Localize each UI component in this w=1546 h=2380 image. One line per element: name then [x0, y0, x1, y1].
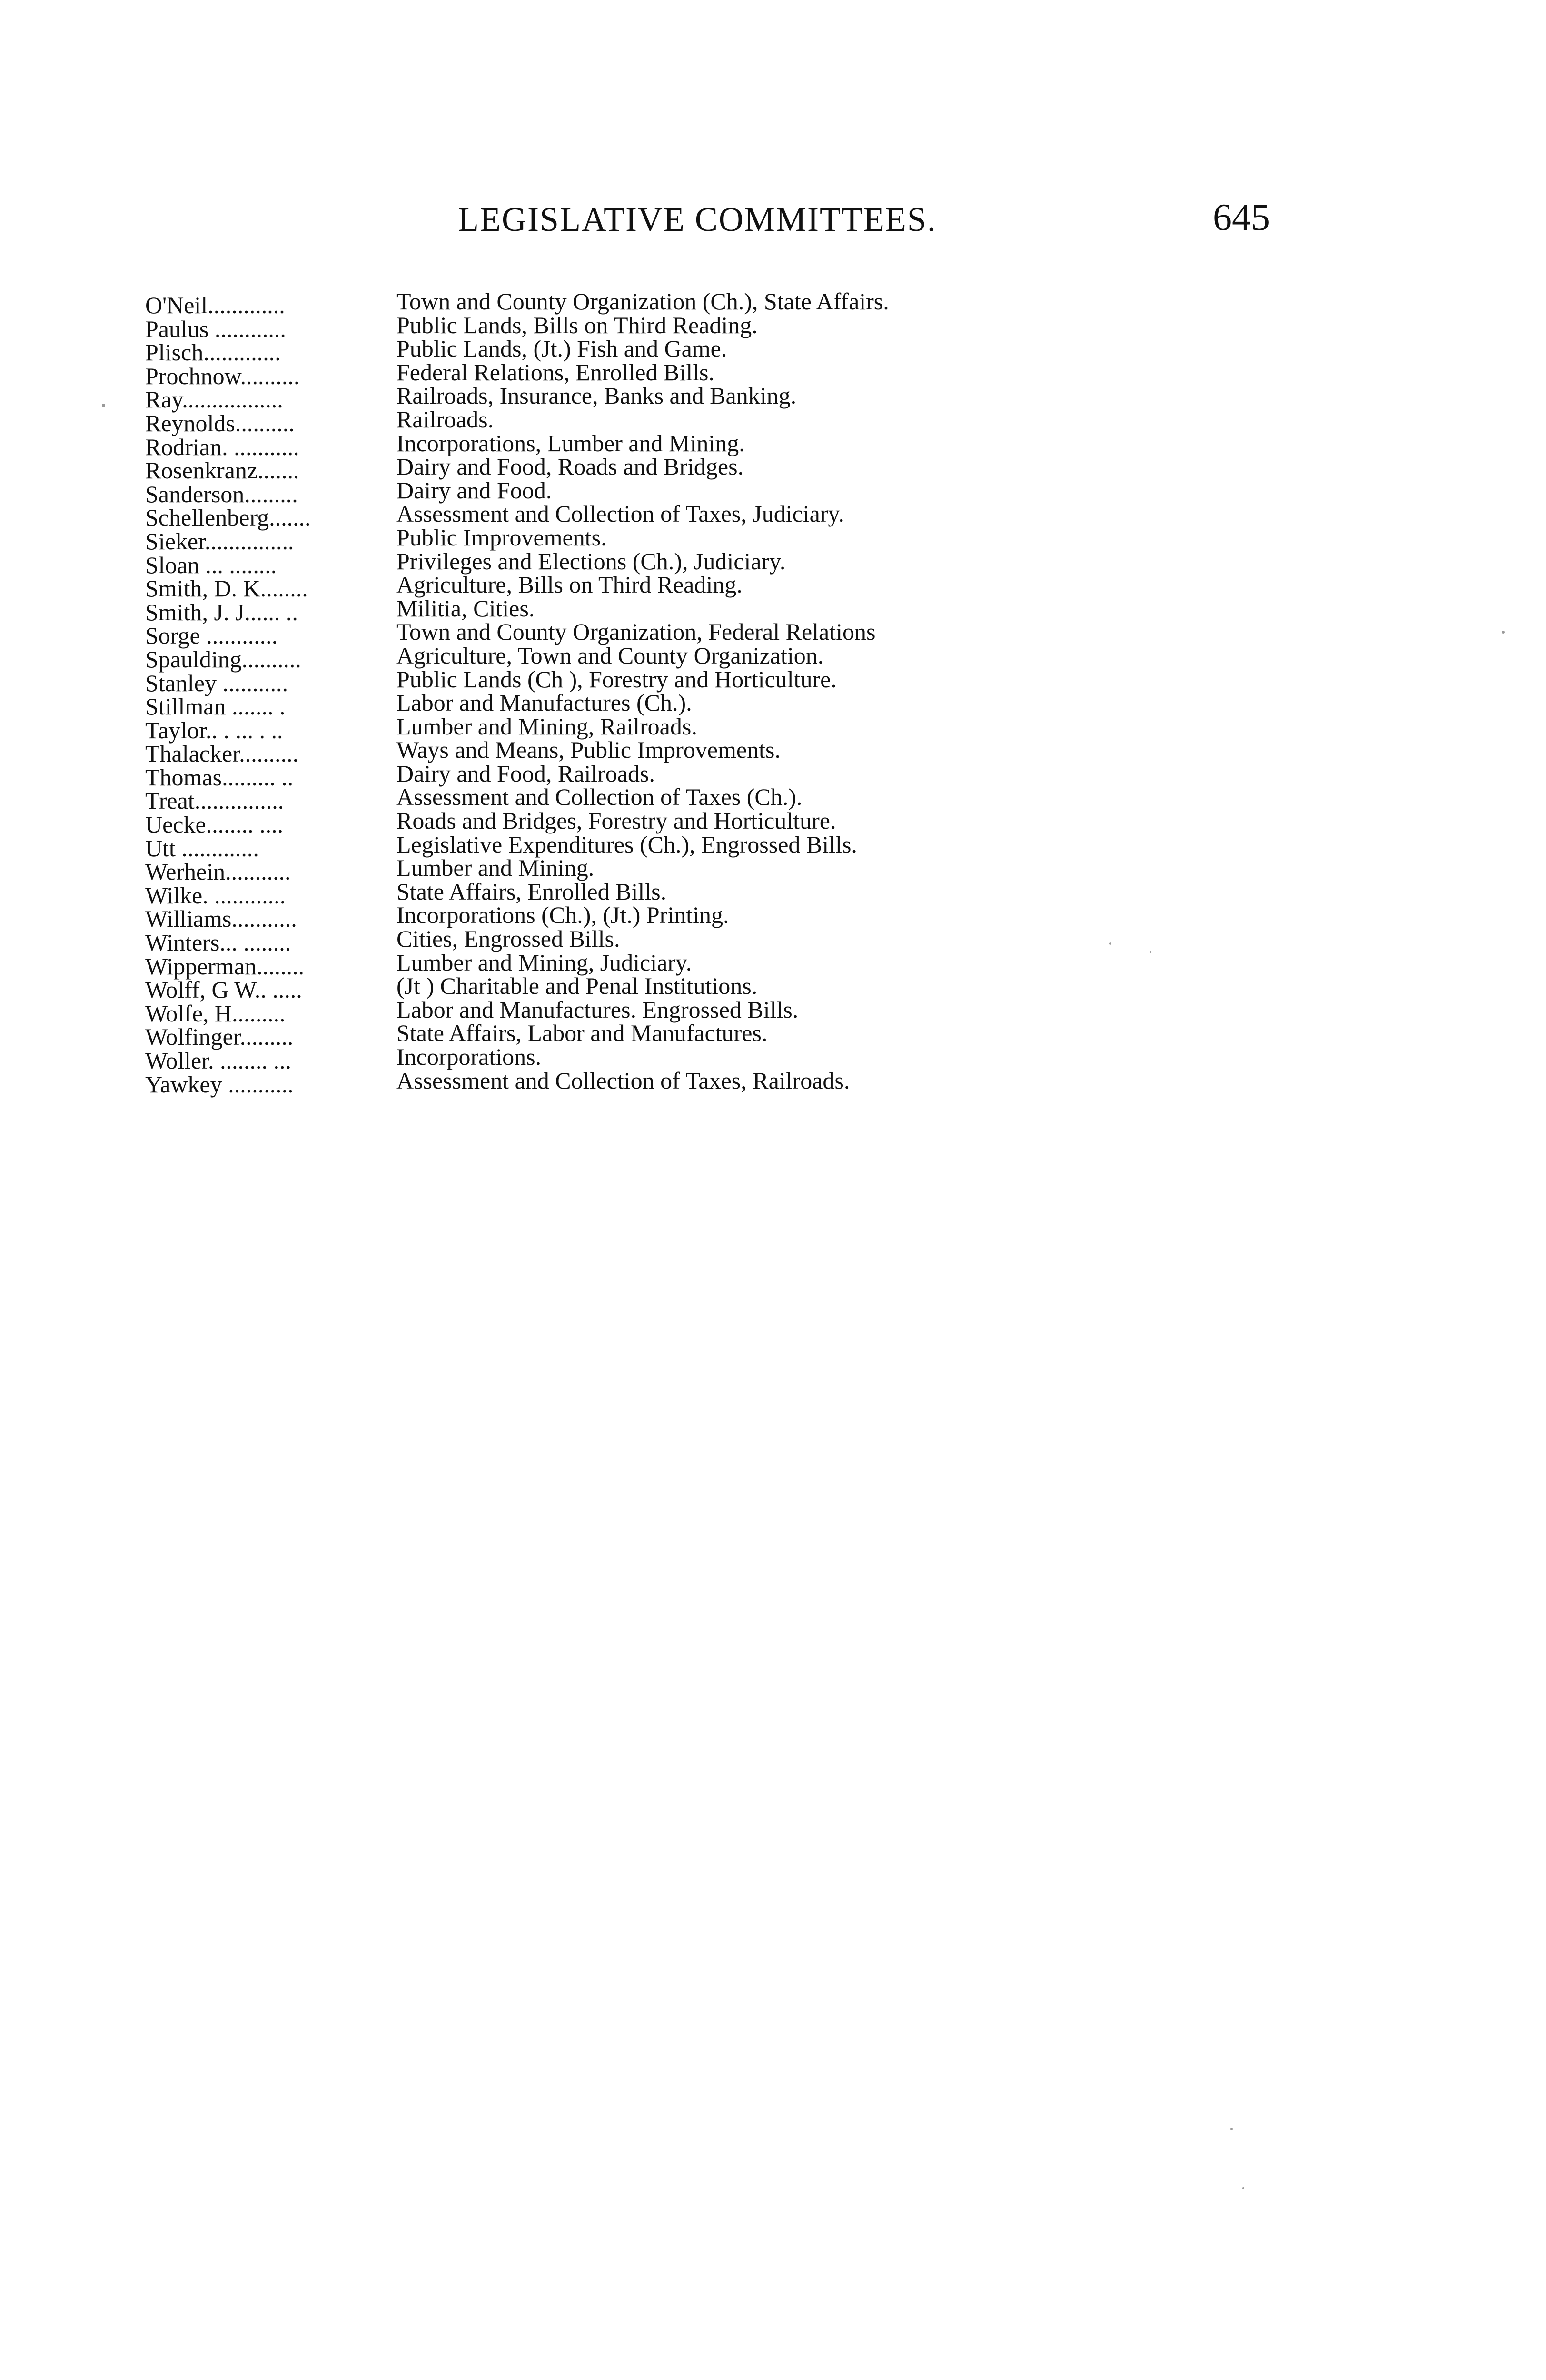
member-name: O'Neil.............: [145, 292, 285, 318]
member-name: Smith, D. K........: [145, 575, 308, 602]
committee-entry: [145, 1020, 1311, 1051]
member-name: Winters... ........: [145, 929, 291, 956]
member-name: Williams...........: [145, 905, 297, 932]
member-name: Reynolds..........: [145, 409, 295, 436]
member-committees: Incorporations, Lumber and Mining.: [396, 429, 745, 456]
member-name: Sieker...............: [145, 527, 294, 555]
member-committees: (Jt ) Charitable and Penal Institutions.: [396, 972, 758, 1000]
committee-entry: [145, 311, 1311, 342]
member-name: Sorge ............: [145, 622, 278, 649]
member-committees: Labor and Manufactures (Ch.).: [396, 689, 692, 716]
committee-entry: [145, 453, 1311, 484]
committee-entry: [145, 571, 1311, 602]
scan-speck: [1109, 942, 1111, 945]
committee-entry: [145, 382, 1311, 413]
member-committees: Assessment and Collection of Taxes (Ch.).: [396, 783, 803, 811]
scan-speck: [1230, 2128, 1233, 2130]
member-committees: Legislative Expenditures (Ch.), Engrossed Bills.: [396, 831, 857, 858]
member-committees: Militia, Cities.: [396, 595, 535, 622]
member-name: Wolff, G W.. .....: [145, 976, 302, 1003]
member-name: Stillman ....... .: [145, 693, 286, 720]
scan-speck: [102, 404, 105, 407]
member-name: Prochnow..........: [145, 362, 300, 389]
member-committees: Privileges and Elections (Ch.), Judiciary.: [396, 547, 786, 575]
member-committees: Lumber and Mining, Railroads.: [396, 713, 697, 740]
page-number: 645: [1213, 197, 1270, 238]
committee-entry: [145, 736, 1311, 767]
member-committees: Agriculture, Bills on Third Reading.: [396, 571, 743, 598]
member-name: Thomas......... ..: [145, 764, 294, 791]
member-name: Treat...............: [145, 787, 284, 814]
member-name: Yawkey ...........: [145, 1071, 294, 1098]
member-committees: Dairy and Food.: [396, 476, 552, 504]
member-committees: Public Lands, Bills on Third Reading.: [396, 311, 758, 338]
member-name: Wolfe, H.........: [145, 1000, 286, 1027]
member-name: Spaulding..........: [145, 645, 301, 673]
member-name: Thalacker..........: [145, 740, 299, 767]
member-name: Ray.................: [145, 386, 283, 413]
member-committees: Federal Relations, Enrolled Bills.: [396, 358, 714, 386]
member-committees: Railroads.: [396, 406, 494, 433]
committee-entry: [145, 1067, 1311, 1098]
member-committees: Incorporations.: [396, 1043, 542, 1070]
member-committees: Public Lands, (Jt.) Fish and Game.: [396, 335, 727, 362]
member-committees: Labor and Manufactures. Engrossed Bills.: [396, 996, 799, 1023]
member-committees: Railroads, Insurance, Banks and Banking.: [396, 382, 797, 409]
committee-entry: [145, 902, 1311, 932]
member-name: Sloan ... ........: [145, 551, 277, 578]
member-committees: Town and County Organization (Ch.), State Affairs.: [396, 288, 889, 315]
member-committees: Roads and Bridges, Forestry and Horticulture.: [396, 807, 836, 834]
member-name: Schellenberg.......: [145, 504, 311, 531]
member-name: Rodrian. ...........: [145, 433, 299, 460]
member-committees: Assessment and Collection of Taxes, Judiciary.: [396, 500, 844, 527]
running-title: LEGISLATIVE COMMITTEES.: [458, 200, 937, 238]
member-committees: Lumber and Mining.: [396, 854, 595, 882]
member-name: Wipperman........: [145, 952, 305, 980]
member-name: Werhein...........: [145, 858, 291, 885]
committee-entry: [145, 500, 1311, 531]
committee-entry: [145, 689, 1311, 720]
member-name: Utt .............: [145, 834, 259, 862]
member-committees: State Affairs, Enrolled Bills.: [396, 878, 667, 905]
committee-list: [145, 288, 1311, 1098]
member-committees: Lumber and Mining, Judiciary.: [396, 949, 692, 976]
scan-speck: [1502, 631, 1505, 634]
member-name: Wilke. ............: [145, 882, 286, 909]
member-committees: Dairy and Food, Roads and Bridges.: [396, 453, 744, 480]
member-committees: Town and County Organization, Federal Relations: [396, 618, 876, 645]
member-name: Woller. ........ ...: [145, 1047, 292, 1074]
member-committees: State Affairs, Labor and Manufactures.: [396, 1020, 768, 1047]
member-name: Taylor.. . ... . ..: [145, 716, 283, 744]
member-committees: Agriculture, Town and County Organization.: [396, 642, 824, 669]
member-committees: Public Improvements.: [396, 524, 607, 551]
committee-entry: [145, 335, 1311, 366]
member-committees: Assessment and Collection of Taxes, Railroads.: [396, 1067, 850, 1094]
committee-entry: [145, 831, 1311, 862]
member-name: Rosenkranz.......: [145, 457, 299, 484]
member-name: Sanderson.........: [145, 480, 298, 507]
member-committees: Dairy and Food, Railroads.: [396, 760, 655, 787]
committee-entry: [145, 854, 1311, 885]
page-header: [0, 197, 1546, 252]
member-name: Wolfinger.........: [145, 1023, 294, 1051]
member-committees: Incorporations (Ch.), (Jt.) Printing.: [396, 902, 729, 929]
member-committees: Cities, Engrossed Bills.: [396, 925, 620, 952]
member-name: Paulus ............: [145, 315, 286, 342]
member-name: Uecke........ ....: [145, 811, 284, 838]
member-committees: Ways and Means, Public Improvements.: [396, 736, 781, 764]
member-name: Smith, J. J...... ..: [145, 598, 298, 625]
committee-entry: [145, 925, 1311, 956]
committee-entry: [145, 665, 1311, 696]
member-name: Stanley ...........: [145, 669, 288, 696]
member-name: Plisch.............: [145, 339, 281, 366]
member-committees: Public Lands (Ch ), Forestry and Horticulture.: [396, 665, 837, 693]
scan-speck: [1242, 2187, 1244, 2189]
scan-speck: [1150, 951, 1151, 953]
